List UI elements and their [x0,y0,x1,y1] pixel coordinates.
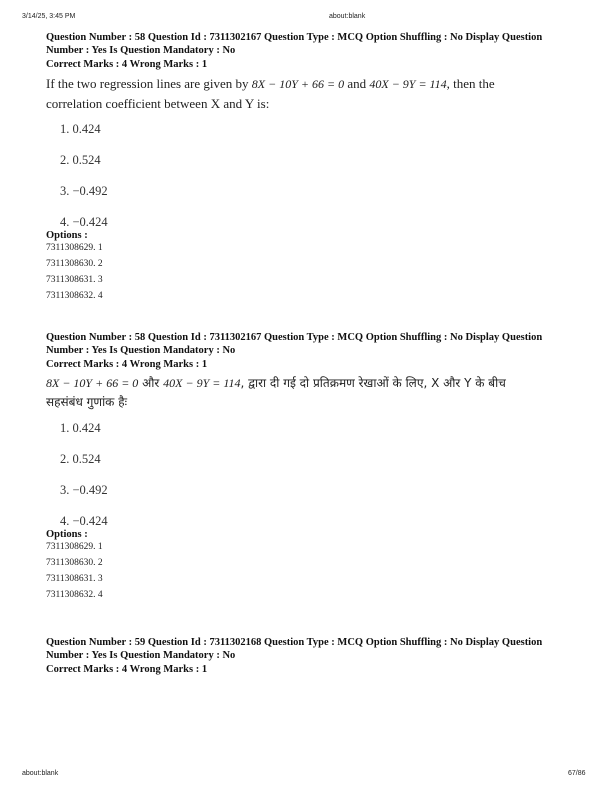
question-meta-line2: Number : Yes Is Question Mandatory : No [46,344,236,356]
equation-2: 40X − 9Y = 114 [163,375,241,390]
marks-line: Correct Marks : 4 Wrong Marks : 1 [46,664,208,675]
page-title: about:blank [329,13,366,20]
options-list [46,421,576,529]
equation-2: 40X − 9Y = 114 [369,76,447,91]
options-label: Options : [46,229,88,241]
question-stem [46,374,576,412]
option-3: 3. −0.492 [60,183,108,198]
question-block-hindi [46,332,576,606]
marks-line: Correct Marks : 4 Wrong Marks : 1 [46,59,208,70]
option-4: 4. −0.424 [60,513,108,528]
question-stem [46,74,576,113]
option-id: 7311308632. 4 [46,290,103,301]
stem-text: और [142,375,160,390]
equation-1: 8X − 10Y + 66 = 0 [251,76,345,91]
question-meta-line1: Question Number : 58 Question Id : 7311302167 Question Type : MCQ Option Shuffling : No Display Question [46,32,543,43]
option-id: 7311308630. 2 [46,258,103,269]
option-4: 4. −0.424 [60,214,108,229]
options-label: Options : [46,528,88,540]
marks-line: Correct Marks : 4 Wrong Marks : 1 [46,359,208,370]
stem-text: and [347,75,367,91]
option-id: 7311308629. 1 [46,541,103,552]
option-1: 1. 0.424 [60,420,101,435]
footer-url: about:blank [22,770,59,777]
stem-text: correlation coefficient between X and Y is: [46,95,270,111]
option-id: 7311308631. 3 [46,274,103,285]
question-meta-line2: Number : Yes Is Question Mandatory : No [46,649,236,661]
options-list [46,122,576,230]
option-2: 2. 0.524 [60,451,101,466]
print-datetime: 3/14/25, 3:45 PM [22,13,76,20]
option-id: 7311308630. 2 [46,557,103,568]
question-meta-line1: Question Number : 59 Question Id : 7311302168 Question Type : MCQ Option Shuffling : No Display Question [46,637,543,648]
option-id-list [46,243,576,307]
stem-text: , then the [446,75,495,91]
question-block-english [46,32,576,307]
question-meta-line1: Question Number : 58 Question Id : 7311302167 Question Type : MCQ Option Shuffling : No Display Question [46,332,543,343]
page-number: 67/86 [568,770,586,777]
option-id: 7311308631. 3 [46,573,103,584]
option-3: 3. −0.492 [60,482,108,497]
stem-text: If the two regression lines are given by [46,75,249,91]
equation-1: 8X − 10Y + 66 = 0 [46,375,139,390]
option-2: 2. 0.524 [60,152,101,167]
stem-text: , द्वारा दी गई दो प्रतिक्रमण रेखाओं के लिए, X और Y के बीच [240,375,506,390]
option-id: 7311308632. 4 [46,589,103,600]
option-id: 7311308629. 1 [46,242,103,253]
stem-text: सहसंबंध गुणांक हैः [46,394,128,409]
question-block-next [46,637,576,677]
option-id-list [46,542,576,606]
option-1: 1. 0.424 [60,121,101,136]
question-meta-line2: Number : Yes Is Question Mandatory : No [46,44,236,56]
